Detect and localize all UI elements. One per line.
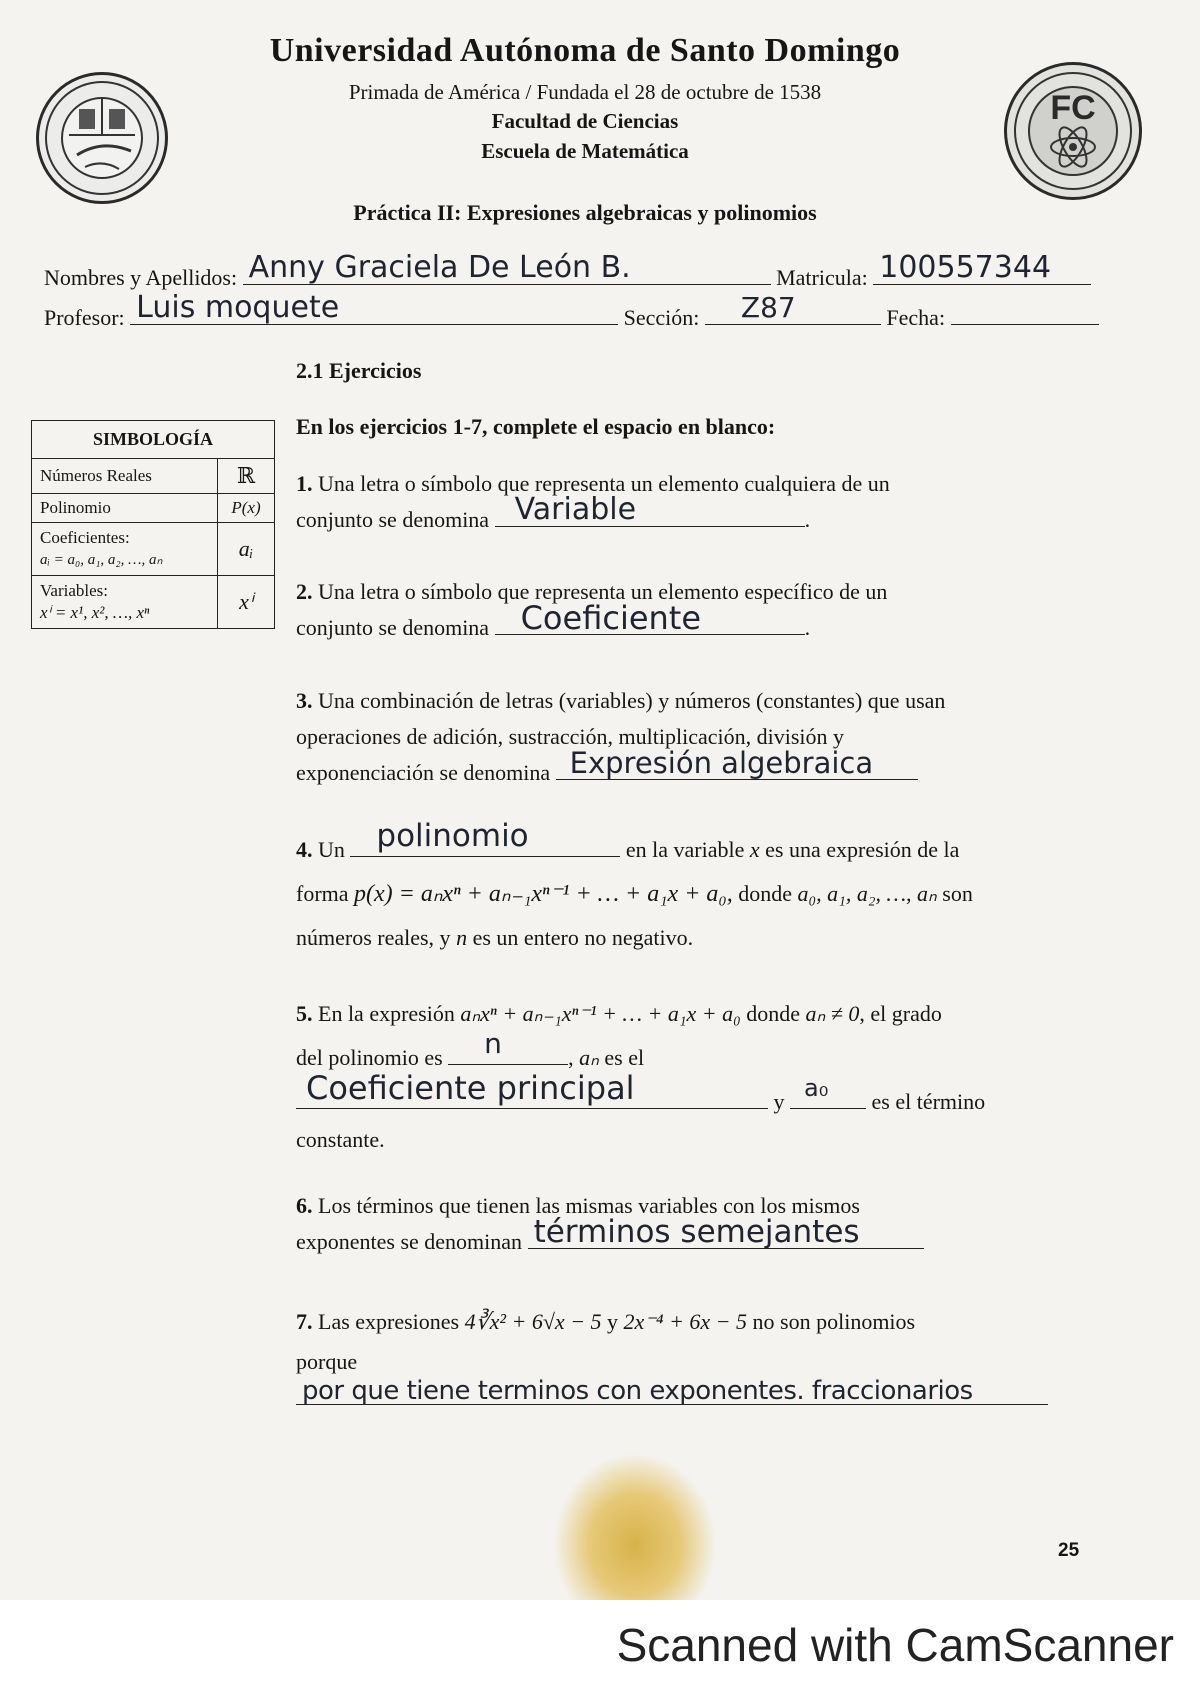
practice-title: Práctica II: Expresiones algebraicas y polinomios [353, 200, 817, 225]
school-name: Escuela de Matemática [481, 139, 689, 163]
question-number: 3. [296, 688, 313, 713]
answer-value: n [484, 1027, 502, 1060]
question-text: conjunto se denomina [296, 507, 490, 533]
profesor-row [44, 290, 1099, 336]
symbology-symbol: xⁱ [218, 576, 275, 629]
symbology-table [31, 420, 275, 629]
question-text: exponenciación se denomina [296, 760, 551, 786]
symbology-label-group [32, 523, 218, 576]
question-text: Una combinación de letras (variables) y números (constantes) que usan [318, 688, 946, 713]
question-number: 6. [296, 1193, 313, 1218]
question-text: no son polinomios [752, 1309, 916, 1334]
scanner-watermark: Scanned with CamScanner [616, 1619, 1174, 1671]
question-text: En la expresión [318, 1001, 455, 1026]
university-tagline: Primada de América / Fundada el 28 de octubre de 1538 [348, 80, 822, 104]
question-text: Un [318, 837, 345, 862]
fecha-field[interactable] [951, 300, 1099, 325]
matricula-field[interactable] [873, 250, 1091, 286]
question-text: es una expresión de la [765, 837, 960, 862]
profesor-value: Luis moquete [136, 290, 340, 326]
answer-value: polinomio [376, 818, 529, 854]
math-variable: n [456, 925, 468, 950]
symbology-symbol: aᵢ [218, 523, 275, 576]
question-text: forma [296, 881, 349, 906]
question-5 [296, 992, 1136, 1156]
question-text: , [568, 1045, 574, 1070]
question-text: , el grado [859, 1001, 942, 1026]
answer-value: Expresión algebraica [569, 746, 874, 781]
question-4 [296, 818, 1136, 960]
symbology-symbol: ℝ [218, 459, 275, 494]
fc-atom-icon [1007, 65, 1139, 197]
symbology-row [32, 576, 275, 629]
faculty-name: Facultad de Ciencias [491, 109, 679, 133]
symbology-label: Polinomio [32, 494, 218, 523]
symbology-title: SIMBOLOGÍA [32, 421, 275, 459]
question-text: es el [604, 1045, 645, 1070]
question-end: . [804, 507, 811, 533]
uasd-seal-icon [39, 75, 165, 201]
symbology-symbol: P(x) [218, 494, 275, 523]
question-text: constante. [296, 1127, 385, 1152]
answer-grado-field[interactable] [448, 1027, 568, 1065]
uasd-seal-logo [36, 72, 168, 204]
question-text: y [607, 1309, 619, 1334]
profesor-field[interactable] [130, 290, 618, 326]
name-value: Anny Graciela De León B. [248, 250, 631, 286]
answer-value: Variable [514, 492, 637, 528]
question-text: Una letra o símbolo que representa un elemento específico de un [318, 579, 888, 604]
question-text: es el término [871, 1089, 986, 1114]
question-text: exponentes se denominan [296, 1229, 523, 1255]
name-field[interactable] [243, 250, 771, 286]
answer-7-field[interactable] [296, 1364, 1048, 1405]
seccion-field[interactable] [705, 291, 881, 325]
symbology-sublabel: aᵢ = a₀, a₁, a₂, …, aₙ [40, 552, 163, 568]
question-text: porque [296, 1349, 358, 1374]
section-title: 2.1 Ejercicios [296, 358, 422, 383]
question-3 [296, 683, 1136, 791]
question-text: donde [738, 881, 793, 906]
question-number: 5. [296, 1001, 313, 1026]
page-number: 25 [1058, 1540, 1080, 1561]
question-number: 2. [296, 579, 313, 604]
symbology-row [32, 523, 275, 576]
question-text: números reales, y [296, 925, 451, 950]
answer-value: términos semejantes [533, 1214, 860, 1251]
question-text: en la variable [625, 837, 745, 862]
question-text: Los términos que tienen las mismas variables con los mismos [318, 1193, 860, 1218]
answer-field[interactable] [528, 1214, 924, 1251]
question-text: son [942, 881, 973, 906]
math-condition: aₙ ≠ 0 [805, 1001, 860, 1026]
fc-logo-letters: FC [1050, 89, 1096, 127]
question-text: es un entero no negativo. [472, 925, 694, 950]
answer-term-field[interactable] [790, 1074, 866, 1109]
seccion-label: Sección: [623, 305, 700, 331]
question-1 [296, 466, 1136, 538]
answer-value: por que tiene terminos con exponentes. fraccionarios [302, 1376, 973, 1406]
paper-stain [555, 1455, 715, 1605]
scanner-footer [0, 1600, 1200, 1698]
answer-field[interactable] [556, 746, 918, 781]
symbology-row [32, 459, 275, 494]
math-formula: p(x) = aₙxⁿ + aₙ₋₁xⁿ⁻¹ + … + a₁x + a₀, [354, 881, 733, 907]
question-text: donde [746, 1001, 801, 1026]
question-text: Las expresiones [318, 1309, 460, 1334]
profesor-label: Profesor: [44, 305, 125, 331]
math-variable: x [749, 837, 760, 862]
answer-coef-field[interactable] [296, 1069, 768, 1109]
answer-field[interactable] [350, 818, 620, 857]
question-text: y [773, 1089, 785, 1114]
answer-value: a₀ [804, 1074, 829, 1102]
seccion-value: Z87 [740, 291, 796, 325]
math-expression: 2x⁻⁴ + 6x − 5 [623, 1309, 748, 1334]
question-2 [296, 574, 1136, 646]
math-expression: 4∛x² + 6√x − 5 [464, 1309, 602, 1334]
question-text: del polinomio es [296, 1045, 443, 1070]
question-number: 7. [296, 1309, 313, 1334]
symbology-sublabel: xⁱ = x¹, x², …, xⁿ [40, 603, 150, 622]
symbology-label: Variables: [40, 581, 108, 600]
matricula-value: 100557344 [879, 250, 1052, 286]
answer-field[interactable] [495, 599, 805, 638]
math-variable: aₙ [579, 1045, 599, 1070]
question-end: . [804, 615, 811, 641]
math-coefs: a₀, a₁, a₂, …, aₙ [797, 881, 937, 906]
answer-field[interactable] [495, 492, 805, 528]
math-expression: aₙxⁿ + aₙ₋₁xⁿ⁻¹ + … + a₁x + a₀ [460, 1001, 741, 1026]
instructions: En los ejercicios 1-7, complete el espacio en blanco: [296, 414, 776, 439]
symbology-label: Coeficientes: [40, 528, 130, 547]
answer-value: Coeficiente [520, 599, 702, 638]
question-6 [296, 1188, 1136, 1260]
question-text: Una letra o símbolo que representa un elemento cualquiera de un [318, 471, 890, 496]
facultad-ciencias-seal-logo [1004, 62, 1142, 200]
symbology-label: Números Reales [32, 459, 218, 494]
name-label: Nombres y Apellidos: [44, 265, 238, 291]
matricula-label: Matricula: [776, 265, 868, 291]
symbology-label-group [32, 576, 218, 629]
question-text: conjunto se denomina [296, 615, 490, 641]
question-number: 1. [296, 471, 313, 496]
symbology-row [32, 494, 275, 523]
question-text: operaciones de adición, sustracción, multiplicación, división y [296, 724, 845, 749]
question-number: 4. [296, 837, 313, 862]
university-name: Universidad Autónoma de Santo Domingo [269, 32, 901, 69]
fecha-label: Fecha: [886, 305, 946, 331]
answer-value: Coeficiente principal [306, 1069, 635, 1107]
